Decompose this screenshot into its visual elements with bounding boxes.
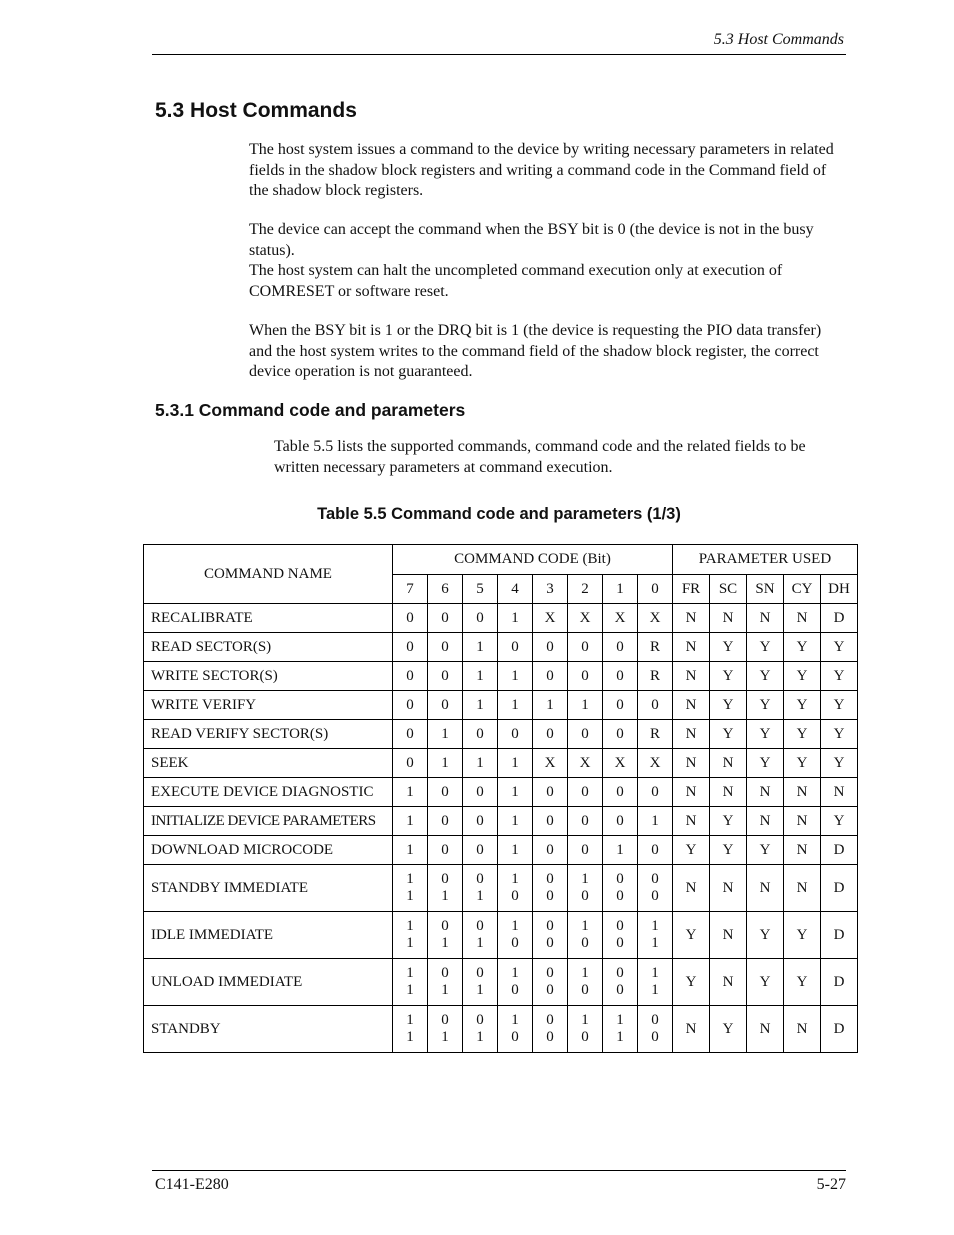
bit-value: 1 (406, 982, 414, 998)
param-cell: Y (747, 662, 784, 691)
command-code-header: COMMAND CODE (Bit) (393, 545, 673, 575)
bit-value: 1 (476, 935, 484, 951)
table-row (144, 807, 858, 836)
bit-value: 0 (651, 871, 659, 887)
bit-value: 0 (616, 965, 624, 981)
bit-cell (428, 865, 463, 912)
bit-cell: 0 (533, 720, 568, 749)
bit-value: 1 (476, 888, 484, 904)
bit-value: 0 (476, 1012, 484, 1028)
bit-cell: 0 (533, 778, 568, 807)
bit-header: 1 (603, 575, 638, 604)
bit-cell: 0 (603, 691, 638, 720)
bit-value: 1 (511, 1012, 519, 1028)
bit-cell: 0 (498, 633, 533, 662)
bit-cell: 1 (463, 749, 498, 778)
bit-value: 0 (616, 935, 624, 951)
param-cell: N (747, 1006, 784, 1053)
table-intro-paragraph: Table 5.5 lists the supported commands, command code and the related fields to be written necessary parameters at command execution. (274, 438, 806, 476)
bit-cell (463, 912, 498, 959)
bit-value: 1 (406, 935, 414, 951)
bit-cell: 0 (638, 836, 673, 865)
bit-cell: 0 (463, 778, 498, 807)
bit-cell: X (603, 749, 638, 778)
command-name-cell: RECALIBRATE (144, 604, 393, 633)
bit-value: 1 (581, 965, 589, 981)
param-cell: Y (673, 912, 710, 959)
bit-cell (428, 1006, 463, 1053)
bit-cell: X (638, 749, 673, 778)
bit-cell: 1 (463, 633, 498, 662)
param-cell: N (673, 633, 710, 662)
param-cell: Y (784, 691, 821, 720)
bit-cell (393, 912, 428, 959)
bsy-paragraph: The device can accept the command when the BSY bit is 0 (the device is not in the busy status). (249, 221, 814, 259)
bit-value: 1 (511, 965, 519, 981)
bit-cell: 0 (498, 720, 533, 749)
bit-value: 0 (581, 982, 589, 998)
bit-cell: 0 (603, 807, 638, 836)
param-cell: N (784, 865, 821, 912)
bit-cell: 0 (393, 633, 428, 662)
bit-value: 1 (476, 1029, 484, 1045)
bit-cell: 0 (568, 807, 603, 836)
param-cell: N (784, 836, 821, 865)
bit-cell: 0 (533, 836, 568, 865)
parameter-used-header: PARAMETER USED (673, 545, 858, 575)
command-name-cell: EXECUTE DEVICE DIAGNOSTIC (144, 778, 393, 807)
param-cell: Y (784, 749, 821, 778)
bit-cell: 0 (603, 633, 638, 662)
intro-paragraph: The host system issues a command to the device by writing necessary parameters in related fields in the shadow block registers and writing a command code in the Command field of the shadow block registers. (249, 141, 834, 200)
table-row (144, 1006, 858, 1053)
bit-value: 0 (651, 888, 659, 904)
bit-value: 1 (616, 1029, 624, 1045)
bit-value: 1 (581, 1012, 589, 1028)
bit-value: 1 (651, 935, 659, 951)
bit-cell: 0 (568, 778, 603, 807)
bit-cell: 0 (533, 662, 568, 691)
param-cell: Y (747, 691, 784, 720)
param-cell: N (784, 604, 821, 633)
bit-cell (533, 1006, 568, 1053)
table-row (144, 633, 858, 662)
bit-cell: 1 (428, 749, 463, 778)
param-cell: Y (784, 662, 821, 691)
bit-cell: 0 (428, 633, 463, 662)
command-name-cell: WRITE VERIFY (144, 691, 393, 720)
bit-value: 0 (546, 918, 554, 934)
bit-cell (393, 1006, 428, 1053)
bit-value: 0 (511, 888, 519, 904)
param-cell: N (710, 865, 747, 912)
param-cell: Y (784, 633, 821, 662)
bit-value: 1 (406, 888, 414, 904)
bit-cell: 0 (568, 836, 603, 865)
bit-value: 0 (511, 982, 519, 998)
bit-value: 1 (511, 918, 519, 934)
page-number: 5-27 (816, 1176, 846, 1193)
param-cell: Y (710, 691, 747, 720)
bit-value: 0 (476, 965, 484, 981)
bit-value: 0 (546, 935, 554, 951)
bit-cell: 1 (498, 807, 533, 836)
param-cell: D (821, 1006, 858, 1053)
bit-cell: 0 (428, 778, 463, 807)
bit-header: 7 (393, 575, 428, 604)
table-row (144, 778, 858, 807)
table-row (144, 749, 858, 778)
bit-cell (568, 1006, 603, 1053)
bit-cell: 1 (463, 662, 498, 691)
bit-value: 1 (651, 982, 659, 998)
param-cell: N (821, 778, 858, 807)
bit-value: 0 (546, 888, 554, 904)
header-rule (152, 54, 846, 55)
param-cell: Y (821, 633, 858, 662)
command-name-cell: STANDBY IMMEDIATE (144, 865, 393, 912)
param-header: SN (747, 575, 784, 604)
bit-cell: 0 (428, 604, 463, 633)
bit-value: 1 (651, 918, 659, 934)
bit-cell: 0 (428, 662, 463, 691)
bit-cell: 1 (428, 720, 463, 749)
bit-cell: 0 (533, 807, 568, 836)
param-cell: N (710, 959, 747, 1006)
bit-cell (463, 865, 498, 912)
bit-cell: X (533, 749, 568, 778)
bit-cell: 1 (638, 807, 673, 836)
param-cell: Y (784, 912, 821, 959)
bit-cell: 1 (498, 836, 533, 865)
bit-cell (428, 912, 463, 959)
bit-value: 1 (581, 918, 589, 934)
bit-cell: 0 (568, 633, 603, 662)
bit-cell: 0 (463, 604, 498, 633)
param-cell: N (747, 604, 784, 633)
bit-cell: R (638, 720, 673, 749)
bit-value: 0 (581, 1029, 589, 1045)
param-cell: N (673, 807, 710, 836)
param-cell: Y (784, 720, 821, 749)
bit-cell: 1 (498, 778, 533, 807)
bit-cell (428, 959, 463, 1006)
param-header: DH (821, 575, 858, 604)
bit-cell: 0 (638, 778, 673, 807)
bit-value: 0 (546, 871, 554, 887)
bit-value: 0 (441, 918, 449, 934)
param-cell: N (747, 778, 784, 807)
bit-value: 1 (406, 871, 414, 887)
param-cell: N (673, 1006, 710, 1053)
section-title: 5.3 Host Commands (155, 99, 357, 122)
bit-cell: 0 (568, 662, 603, 691)
bit-value: 0 (546, 1012, 554, 1028)
bit-cell (638, 865, 673, 912)
param-cell: Y (710, 1006, 747, 1053)
bit-cell: X (603, 604, 638, 633)
param-cell: N (747, 865, 784, 912)
param-cell: Y (747, 959, 784, 1006)
table-row (144, 691, 858, 720)
param-cell: Y (747, 836, 784, 865)
param-cell: Y (710, 662, 747, 691)
command-name-cell: STANDBY (144, 1006, 393, 1053)
bit-header: 4 (498, 575, 533, 604)
bit-cell (533, 865, 568, 912)
param-header: CY (784, 575, 821, 604)
subsection-title: 5.3.1 Command code and parameters (155, 400, 466, 420)
bit-cell: 0 (638, 691, 673, 720)
bit-cell: R (638, 633, 673, 662)
footer-rule (152, 1170, 846, 1171)
bit-value: 0 (441, 871, 449, 887)
bit-cell: X (638, 604, 673, 633)
bit-cell: 0 (603, 720, 638, 749)
table-row (144, 720, 858, 749)
bit-value: 1 (616, 1012, 624, 1028)
param-cell: Y (747, 912, 784, 959)
bit-header: 2 (568, 575, 603, 604)
command-name-header: COMMAND NAME (144, 545, 393, 604)
param-cell: Y (821, 807, 858, 836)
running-header: 5.3 Host Commands (713, 31, 844, 48)
param-cell: Y (821, 691, 858, 720)
bit-value: 0 (651, 1029, 659, 1045)
bit-cell: 1 (498, 749, 533, 778)
param-cell: N (784, 778, 821, 807)
bit-cell (393, 959, 428, 1006)
param-cell: D (821, 865, 858, 912)
document-code: C141-E280 (155, 1176, 229, 1193)
command-name-cell: INITIALIZE DEVICE PARAMETERS (144, 807, 393, 836)
bit-cell: 1 (498, 604, 533, 633)
param-cell: N (710, 912, 747, 959)
bit-cell: 0 (463, 807, 498, 836)
param-cell: N (673, 749, 710, 778)
bit-cell (638, 912, 673, 959)
bit-cell: 0 (428, 691, 463, 720)
bit-cell (568, 959, 603, 1006)
bit-cell: 1 (463, 691, 498, 720)
bit-cell: 0 (568, 720, 603, 749)
bit-cell (603, 1006, 638, 1053)
bit-cell: 0 (428, 807, 463, 836)
param-cell: N (673, 662, 710, 691)
command-name-cell: IDLE IMMEDIATE (144, 912, 393, 959)
param-header: FR (673, 575, 710, 604)
param-cell: Y (821, 749, 858, 778)
table-row (144, 662, 858, 691)
bit-header: 0 (638, 575, 673, 604)
bit-cell: 0 (393, 691, 428, 720)
command-name-cell: DOWNLOAD MICROCODE (144, 836, 393, 865)
bit-value: 1 (476, 982, 484, 998)
bit-cell: 0 (463, 836, 498, 865)
bit-value: 1 (406, 1012, 414, 1028)
param-cell: D (821, 604, 858, 633)
param-cell: Y (821, 662, 858, 691)
bit-value: 0 (546, 1029, 554, 1045)
param-cell: Y (710, 720, 747, 749)
bit-cell: 1 (393, 807, 428, 836)
bit-cell (498, 959, 533, 1006)
command-table (143, 544, 858, 1053)
table-row (144, 604, 858, 633)
param-cell: Y (747, 749, 784, 778)
bit-value: 1 (406, 965, 414, 981)
command-name-cell: SEEK (144, 749, 393, 778)
bit-cell: 1 (393, 778, 428, 807)
bit-value: 0 (546, 982, 554, 998)
bit-value: 1 (511, 871, 519, 887)
halt-paragraph: The host system can halt the uncompleted command execution only at execution of COMRESET or software reset. (249, 262, 783, 300)
command-name-cell: WRITE SECTOR(S) (144, 662, 393, 691)
bit-value: 1 (441, 935, 449, 951)
bit-cell: 1 (498, 662, 533, 691)
param-cell: Y (821, 720, 858, 749)
param-cell: N (673, 720, 710, 749)
bit-value: 0 (616, 871, 624, 887)
bit-cell: 0 (428, 836, 463, 865)
command-name-cell: READ SECTOR(S) (144, 633, 393, 662)
bit-cell (533, 912, 568, 959)
drq-paragraph: When the BSY bit is 1 or the DRQ bit is 1 (the device is requesting the PIO data transfer) and the host system writes to the command field of the shadow block register, the correct device operation is not guaranteed. (249, 322, 822, 381)
bit-cell: 1 (533, 691, 568, 720)
bit-header: 3 (533, 575, 568, 604)
bit-value: 1 (581, 871, 589, 887)
command-table-body (144, 604, 858, 1053)
bit-header: 6 (428, 575, 463, 604)
param-cell: N (710, 778, 747, 807)
bit-value: 0 (511, 1029, 519, 1045)
param-cell: Y (673, 959, 710, 1006)
bit-value: 1 (651, 965, 659, 981)
bit-value: 0 (546, 965, 554, 981)
bit-value: 0 (616, 918, 624, 934)
bit-cell (638, 959, 673, 1006)
bit-cell: 0 (603, 662, 638, 691)
bit-cell: 0 (603, 778, 638, 807)
param-cell: N (784, 807, 821, 836)
bit-cell: 0 (393, 604, 428, 633)
bit-cell (498, 1006, 533, 1053)
table-row (144, 865, 858, 912)
bit-value: 0 (476, 871, 484, 887)
bit-value: 0 (616, 888, 624, 904)
bit-value: 0 (616, 982, 624, 998)
bit-value: 0 (511, 935, 519, 951)
bit-cell (463, 959, 498, 1006)
bit-cell (603, 959, 638, 1006)
param-header: SC (710, 575, 747, 604)
bit-header: 5 (463, 575, 498, 604)
bit-cell (533, 959, 568, 1006)
bit-cell (498, 865, 533, 912)
bit-cell (568, 912, 603, 959)
bit-cell (463, 1006, 498, 1053)
bit-value: 1 (441, 1029, 449, 1045)
param-cell: Y (784, 959, 821, 1006)
bit-value: 0 (651, 1012, 659, 1028)
table-row (144, 959, 858, 1006)
bit-cell: 0 (533, 633, 568, 662)
bit-value: 0 (441, 965, 449, 981)
command-name-cell: READ VERIFY SECTOR(S) (144, 720, 393, 749)
table-caption: Table 5.5 Command code and parameters (1/3) (317, 505, 681, 523)
bit-cell (393, 865, 428, 912)
bit-value: 0 (581, 888, 589, 904)
bit-cell: R (638, 662, 673, 691)
param-cell: Y (747, 720, 784, 749)
param-cell: N (673, 604, 710, 633)
bit-cell (498, 912, 533, 959)
table-row (144, 836, 858, 865)
param-cell: N (710, 604, 747, 633)
param-cell: N (673, 778, 710, 807)
bit-cell (638, 1006, 673, 1053)
table-row (144, 912, 858, 959)
bit-value: 0 (581, 935, 589, 951)
bit-cell: 1 (568, 691, 603, 720)
param-cell: D (821, 959, 858, 1006)
param-cell: Y (710, 633, 747, 662)
param-cell: N (784, 1006, 821, 1053)
bit-cell: 0 (393, 662, 428, 691)
bit-value: 1 (406, 1029, 414, 1045)
bit-cell (568, 865, 603, 912)
bit-value: 0 (441, 1012, 449, 1028)
param-cell: N (673, 691, 710, 720)
param-cell: Y (747, 633, 784, 662)
bit-cell (603, 865, 638, 912)
bit-value: 1 (406, 918, 414, 934)
bit-value: 0 (476, 918, 484, 934)
bit-cell: 0 (463, 720, 498, 749)
bit-value: 1 (441, 982, 449, 998)
bit-cell: 0 (393, 720, 428, 749)
bit-cell: 1 (393, 836, 428, 865)
bit-cell: 1 (603, 836, 638, 865)
param-cell: N (747, 807, 784, 836)
bit-cell: 1 (498, 691, 533, 720)
param-cell: D (821, 912, 858, 959)
command-name-cell: UNLOAD IMMEDIATE (144, 959, 393, 1006)
param-cell: N (710, 749, 747, 778)
param-cell: Y (673, 836, 710, 865)
bit-cell: X (568, 604, 603, 633)
bit-value: 1 (441, 888, 449, 904)
param-cell: D (821, 836, 858, 865)
bit-cell: 0 (393, 749, 428, 778)
bit-cell (603, 912, 638, 959)
param-cell: Y (710, 807, 747, 836)
param-cell: N (673, 865, 710, 912)
bit-cell: X (533, 604, 568, 633)
param-cell: Y (710, 836, 747, 865)
bit-cell: X (568, 749, 603, 778)
